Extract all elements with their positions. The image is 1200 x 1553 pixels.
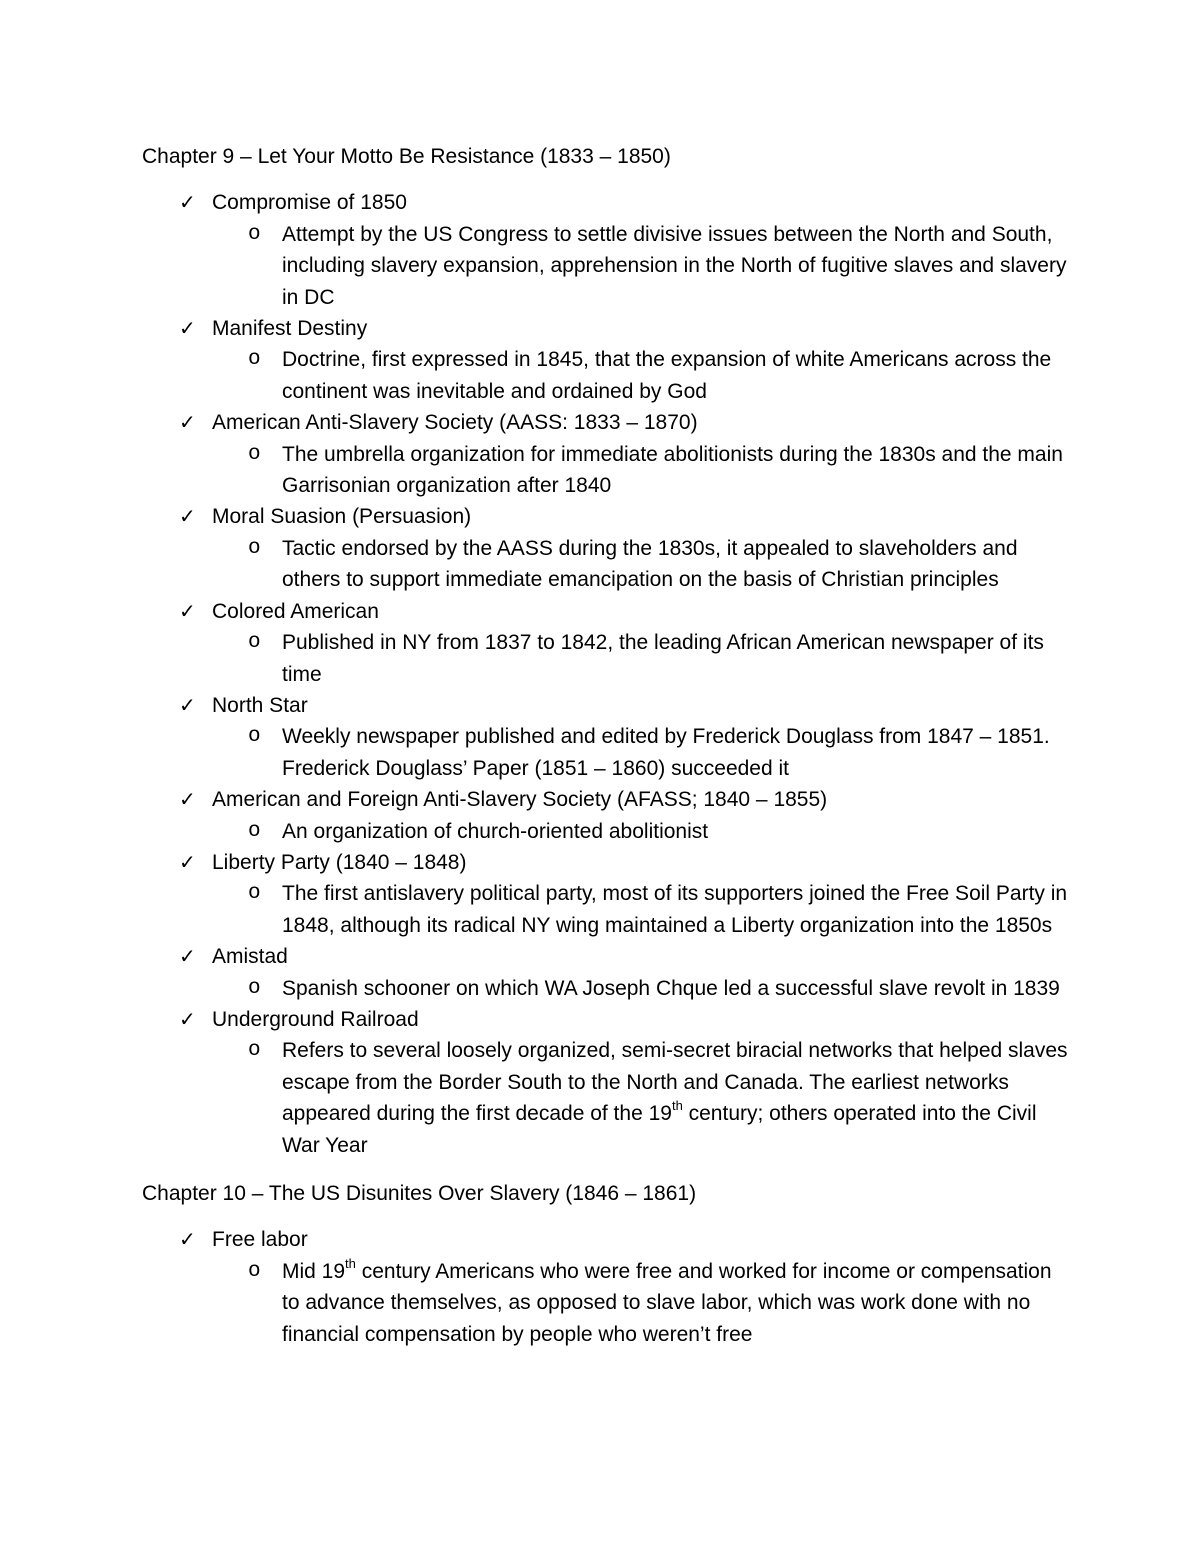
term-label: North Star (212, 693, 308, 717)
bullet-icon: o (248, 976, 261, 1000)
definition-text: century Americans who were free and worked for income or compensation to advance themselves, as opposed to slave labor, which was work done with no financial compensation by people who weren’t free (282, 1259, 1052, 1346)
term-list (142, 1224, 1072, 1350)
check-icon: ✓ (179, 1006, 196, 1031)
check-icon: ✓ (179, 598, 196, 623)
term-label: Liberty Party (1840 – 1848) (212, 850, 467, 874)
term-item (142, 501, 1072, 595)
check-icon: ✓ (179, 692, 196, 717)
term-item (142, 941, 1072, 1004)
term-label: American and Foreign Anti-Slavery Society (AFASS; 1840 – 1855) (212, 788, 828, 812)
chapter-heading: Chapter 10 – The US Disunites Over Slavery (1846 – 1861) (142, 1182, 697, 1205)
check-icon: ✓ (179, 849, 196, 874)
term-label: Colored American (212, 599, 379, 623)
chapter-section (142, 140, 1072, 1161)
term-label: Moral Suasion (Persuasion) (212, 505, 472, 529)
term-definition: Attempt by the US Congress to settle divisive issues between the North and South, including slavery expansion, apprehension in the North of fugitive slaves and slavery in DC (282, 222, 1067, 309)
bullet-icon: o (248, 631, 261, 655)
term-definition (282, 1255, 1052, 1346)
bullet-icon: o (248, 222, 261, 246)
term-label: American Anti-Slavery Society (AASS: 1833 – 1870) (212, 411, 698, 435)
term-definition: Spanish schooner on which WA Joseph Chque led a successful slave revolt in 1839 (282, 976, 1060, 1000)
definition-text: Mid 19 (282, 1259, 346, 1283)
check-icon: ✓ (179, 944, 196, 969)
term-definition (282, 1039, 1068, 1156)
term-item (142, 847, 1072, 941)
check-icon: ✓ (179, 787, 196, 812)
term-definition: The umbrella organization for immediate abolitionists during the 1830s and the main Garrisonian organization after 1840 (282, 442, 1063, 498)
bullet-icon: o (248, 442, 261, 466)
term-item (142, 313, 1072, 407)
term-list (142, 187, 1072, 1161)
bullet-icon: o (248, 1259, 261, 1283)
bullet-icon: o (248, 348, 261, 372)
check-icon: ✓ (179, 190, 196, 215)
bullet-icon: o (248, 882, 261, 906)
term-item (142, 784, 1072, 847)
term-definition: Tactic endorsed by the AASS during the 1830s, it appealed to slaveholders and others to support immediate emancipation on the basis of Christian principles (282, 536, 1018, 592)
term-item (142, 407, 1072, 501)
definition-text: century; others operated into the Civil War Year (282, 1102, 1037, 1157)
term-label: Amistad (212, 945, 288, 969)
term-definition: Doctrine, first expressed in 1845, that the expansion of white Americans across the continent was inevitable and ordained by God (282, 348, 1052, 403)
term-item (142, 1004, 1072, 1161)
superscript: th (345, 1255, 356, 1271)
chapter-section (142, 1177, 1072, 1350)
term-label: Free labor (212, 1228, 308, 1252)
bullet-icon: o (248, 1039, 261, 1063)
term-item (142, 187, 1072, 313)
term-definition: The first antislavery political party, most of its supporters joined the Free Soil Party in 1848, although its radical NY wing maintained a Liberty organization into the 1850s (282, 882, 1068, 937)
definition-text: Refers to several loosely organized, semi-secret biracial networks that helped slaves escape from the Border South to the North and Canada. The earliest networks appeared during the first decade of the 19 (282, 1039, 1068, 1126)
term-label: Compromise of 1850 (212, 191, 407, 215)
check-icon: ✓ (179, 316, 196, 341)
superscript: th (671, 1098, 683, 1114)
term-definition: Weekly newspaper published and edited by Frederick Douglass from 1847 – 1851. Frederick Douglass’ Paper (1851 – 1860) succeeded it (282, 725, 1050, 780)
bullet-icon: o (248, 536, 261, 560)
check-icon: ✓ (179, 1227, 196, 1252)
bullet-icon: o (248, 725, 261, 749)
term-label: Underground Railroad (212, 1007, 419, 1031)
check-icon: ✓ (179, 410, 196, 435)
bullet-icon: o (248, 819, 261, 843)
term-item (142, 1224, 1072, 1350)
check-icon: ✓ (179, 504, 196, 529)
term-definition: Published in NY from 1837 to 1842, the leading African American newspaper of its time (282, 631, 1044, 686)
term-definition: An organization of church-oriented abolitionist (282, 819, 709, 843)
term-item (142, 596, 1072, 690)
term-item (142, 690, 1072, 784)
chapter-heading: Chapter 9 – Let Your Motto Be Resistance (1833 – 1850) (142, 145, 671, 168)
term-label: Manifest Destiny (212, 317, 368, 341)
document-page (142, 140, 1072, 1350)
